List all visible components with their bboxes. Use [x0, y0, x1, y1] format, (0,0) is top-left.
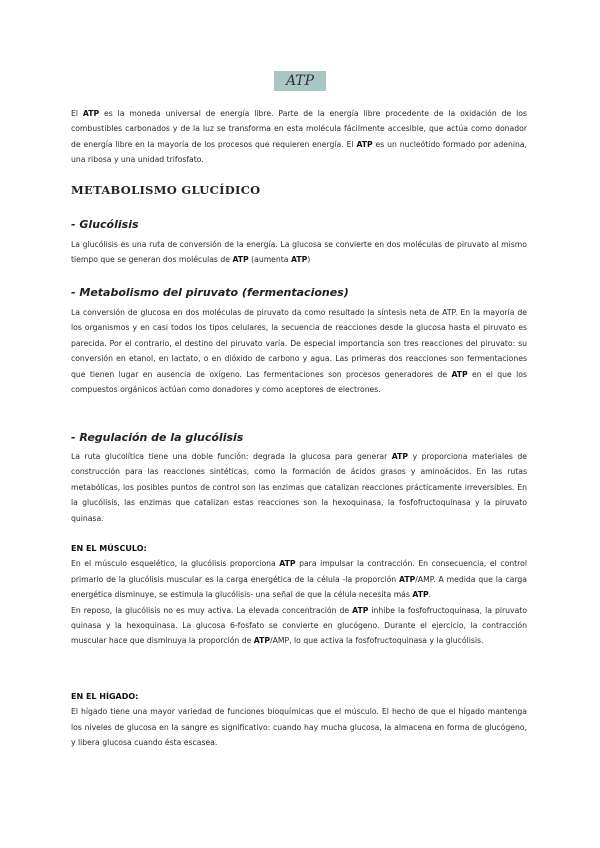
regulacion-heading: - Regulación de la glucólisis — [71, 431, 244, 444]
musculo-paragraph-1: En el músculo esquelético, la glucólisis proporciona ATP para impulsar la contracción. En consecuencia, el control primario de la glucólisis muscular es la carga energética de la célula -la proporción ATP/AMP. A medida que la carga energética disminuye, se estimula la glucólisis- una señal de que la célula necesita más ATP. — [71, 559, 527, 600]
glucolisis-heading: - Glucólisis — [71, 218, 139, 231]
section-heading: METABOLISMO GLUCÍDICO — [71, 183, 261, 197]
piruvato-paragraph: La conversión de glucosa en dos moléculas de piruvato da como resultado la síntesis neta de ATP. En la mayoría de los organismos y en casi todos los tipos celulares, la secuencia de reacciones desde la glucosa hasta el piruvato es parecida. Por el contrario, el destino del piruvato varía. De especial importancia son tres reacciones del piruvato: su conversión en etanol, en lactato, o en dióxido de carbono y agua. Las primeras dos reacciones son fermentaciones que tienen lugar en ausencia de oxígeno. Las fermentaciones son procesos generadores de ATP en el que los compuestos orgánicos actúan como donadores y como aceptores de electrones. — [71, 308, 527, 395]
musculo-label: EN EL MÚSCULO: — [71, 544, 147, 553]
document-title: ATP — [274, 71, 326, 91]
musculo-section — [71, 541, 527, 649]
glucolisis-paragraph: La glucólisis es una ruta de conversión de la energía. La glucosa se convierte en dos moléculas de piruvato al mismo tiempo que se generan dos moléculas de ATP (aumenta ATP) — [71, 240, 527, 265]
higado-paragraph: El hígado tiene una mayor variedad de funciones bioquímicas que el músculo. El hecho de que el hígado mantenga los niveles de glucosa en la sangre es significativo: cuando hay mucha glucosa, la almacena en forma de glucógeno, y libera glucosa cuando ésta escasea. — [71, 707, 527, 748]
intro-paragraph: El ATP es la moneda universal de energía libre. Parte de la energía libre procedente de la oxidación de los combustibles carbonados y de la luz se transforma en esta molécula fácilmente accesible, que actúa como donador de energía libre en la mayoría de los procesos que requieren energía. El ATP es un nucleótido formado por adenina, una ribosa y una unidad trifosfato. — [71, 109, 528, 165]
piruvato-heading: - Metabolismo del piruvato (fermentaciones) — [71, 286, 349, 299]
musculo-paragraph-2: En reposo, la glucólisis no es muy activa. La elevada concentración de ATP inhibe la fosfofructoquinasa, la piruvato quinasa y la hexoquinasa. La glucosa 6-fosfato se convierte en glucógeno. Durante el ejercicio, la contracción muscular hace que disminuya la proporción de ATP/AMP, lo que activa la fosfofructoquinasa y la glucólisis. — [71, 605, 528, 646]
higado-label: EN EL HÍGADO: — [71, 692, 139, 701]
higado-section — [71, 689, 527, 751]
regulacion-paragraph: La ruta glucolítica tiene una doble función: degrada la glucosa para generar ATP y proporciona materiales de construcción para las reacciones sintéticas, como la formación de ácidos grasos y aminoácidos. En las rutas metabólicas, los posibles puntos de control son las enzimas que catalizan reacciones prácticamente irreversibles. En la glucólisis, las enzimas que catalizan estas reacciones son la hexoquinasa, la fosfofructoquinasa y la piruvato quinasa. — [71, 452, 527, 523]
